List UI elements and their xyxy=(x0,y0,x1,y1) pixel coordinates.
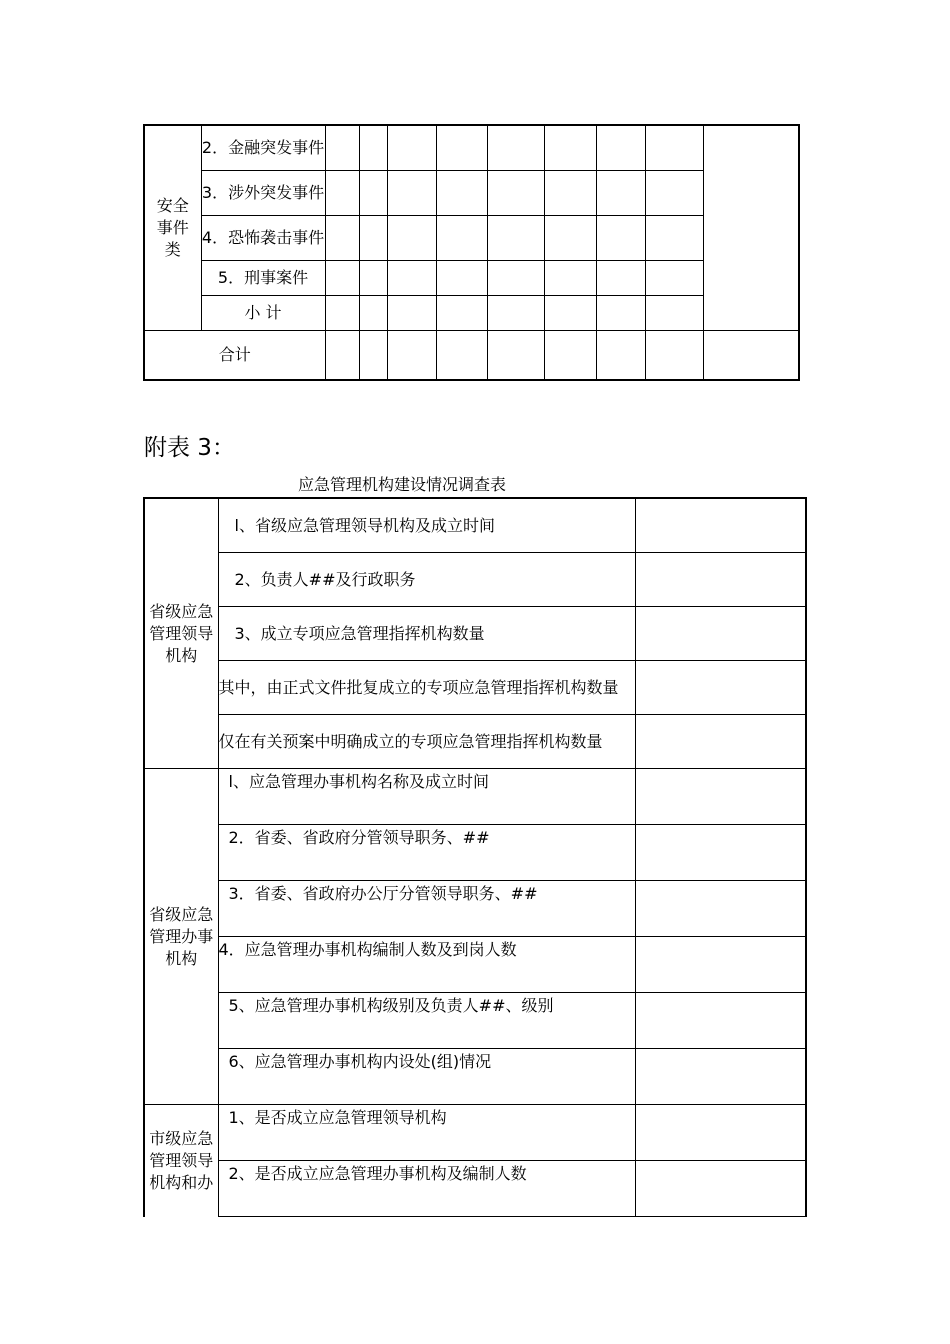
category-cell: 安全 事件 类 xyxy=(144,125,201,331)
value-cell[interactable] xyxy=(635,607,806,661)
appendix-caption: 附表 3： xyxy=(144,435,235,461)
emergency-agency-table xyxy=(143,497,807,1217)
subtotal-label: 小 计 xyxy=(201,296,325,331)
value-cell[interactable] xyxy=(635,498,806,553)
row-label: 2、是否成立应急管理办事机构及编制人数 xyxy=(218,1161,635,1217)
row-label: 4．应急管理办事机构编制人数及到岗人数 xyxy=(218,937,635,993)
row-label: 3．涉外突发事件 xyxy=(201,171,325,216)
row-label: l、应急管理办事机构名称及成立时间 xyxy=(218,769,635,825)
row-label: 5．刑事案件 xyxy=(201,261,325,296)
value-cell[interactable] xyxy=(635,1161,806,1217)
category-cell xyxy=(144,1105,218,1217)
table-title: 应急管理机构建设情况调查表 xyxy=(298,475,507,494)
row-label: 2．金融突发事件 xyxy=(201,125,325,171)
value-cell[interactable] xyxy=(635,937,806,993)
value-cell[interactable] xyxy=(635,881,806,937)
row-label: 5、应急管理办事机构级别及负责人##、级别 xyxy=(218,993,635,1049)
value-cell[interactable] xyxy=(635,715,806,769)
security-events-table xyxy=(143,124,800,381)
row-label: l、省级应急管理领导机构及成立时间 xyxy=(218,498,635,553)
row-label: 仅在有关预案中明确成立的专项应急管理指挥机构数量 xyxy=(218,715,635,769)
value-cell[interactable] xyxy=(635,769,806,825)
value-cell[interactable] xyxy=(635,825,806,881)
total-label: 合计 xyxy=(144,331,325,381)
category-label: 市级应急 管理领导 机构和办 xyxy=(149,1128,214,1192)
row-label: 3、成立专项应急管理指挥机构数量 xyxy=(218,607,635,661)
value-cell[interactable] xyxy=(635,993,806,1049)
row-label: 其中，由正式文件批复成立的专项应急管理指挥机构数量 xyxy=(218,661,635,715)
value-cell[interactable] xyxy=(635,553,806,607)
row-label: 6、应急管理办事机构内设处(组)情况 xyxy=(218,1049,635,1105)
value-cell[interactable] xyxy=(635,1049,806,1105)
category-cell: 省级应急 管理领导 机构 xyxy=(144,498,218,769)
value-cell[interactable] xyxy=(635,1105,806,1161)
value-cell[interactable] xyxy=(635,661,806,715)
row-label: 2、负责人##及行政职务 xyxy=(218,553,635,607)
row-label: 4．恐怖袭击事件 xyxy=(201,216,325,261)
row-label: 3．省委、省政府办公厅分管领导职务、## xyxy=(218,881,635,937)
row-label: 1、是否成立应急管理领导机构 xyxy=(218,1105,635,1161)
row-label: 2．省委、省政府分管领导职务、## xyxy=(218,825,635,881)
category-cell: 省级应急 管理办事 机构 xyxy=(144,769,218,1105)
